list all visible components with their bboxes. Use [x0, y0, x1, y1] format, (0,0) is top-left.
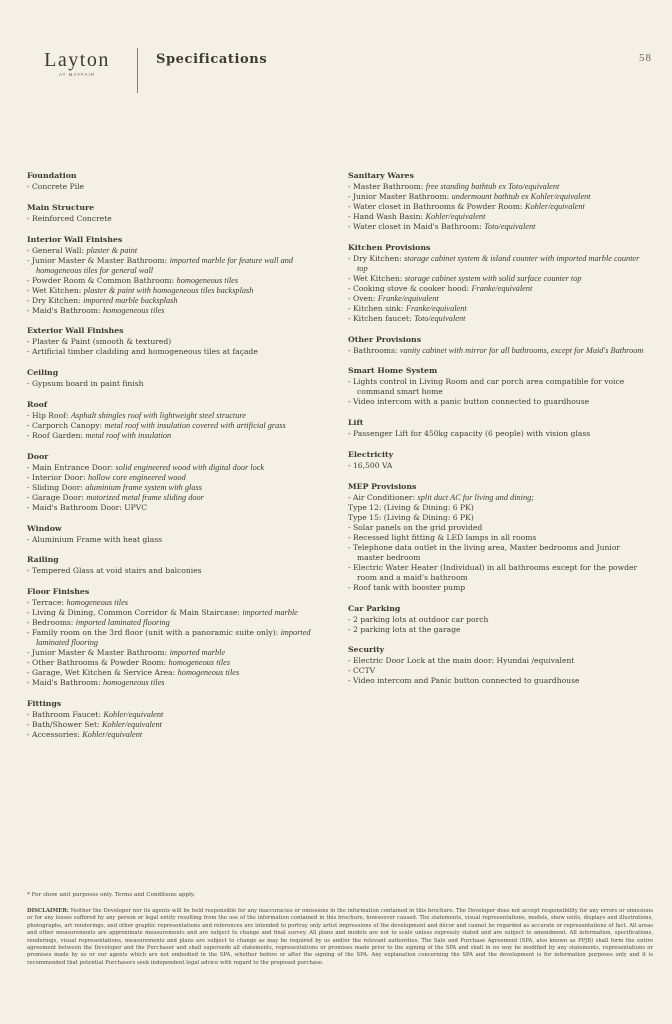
- spec-item: [348, 294, 648, 304]
- section-title: Foundation: [27, 171, 77, 180]
- spec-item-label: - 2 parking lots at the garage: [348, 624, 461, 634]
- spec-item-label: - Oven:: [348, 293, 378, 303]
- spec-item-detail: Kohler/equivalent: [425, 212, 486, 221]
- spec-item: [348, 583, 648, 593]
- spec-item-label: - Bedrooms:: [27, 618, 76, 628]
- spec-item: [27, 668, 327, 678]
- spec-item-detail: homogeneous tiles: [168, 658, 231, 668]
- section-title: Floor Finishes: [27, 587, 90, 597]
- spec-item-label: - Electric Door Lock at the main door: Hyundai /equivalent: [348, 656, 575, 666]
- spec-item-detail: Toto/equivalent: [484, 222, 536, 231]
- spec-item-label: - Interior Door:: [27, 472, 88, 482]
- spec-item: [348, 182, 648, 192]
- spec-item-detail: metal roof with insulation: [85, 430, 172, 440]
- section-title: MEP Provisions: [348, 481, 417, 491]
- spec-section: [27, 235, 327, 316]
- spec-item-detail: motorized metal frame sliding door: [86, 492, 204, 502]
- spec-section: [27, 587, 327, 688]
- spec-item-detail: Franke/equivalent: [377, 293, 439, 303]
- spec-item-label: - Aluminium Frame with heat glass: [27, 534, 163, 544]
- spec-item: [348, 192, 648, 202]
- spec-item-label: - Master Bathroom:: [348, 182, 426, 191]
- spec-item-label: - Solar panels on the grid provided: [348, 522, 483, 532]
- spec-section: [348, 366, 648, 407]
- spec-item-label: - Maid's Bathroom:: [27, 305, 103, 315]
- spec-item-label: - Cooking stove & cooker hood:: [348, 283, 472, 293]
- spec-item: [27, 535, 327, 545]
- spec-item-extra: Type 15: (Living & Dining: 6 PK): [348, 512, 474, 522]
- spec-section: [27, 171, 327, 192]
- spec-item-label: - Dry Kitchen:: [348, 253, 405, 263]
- spec-item-label: - Living & Dining, Common Corridor & Main Staircase:: [27, 608, 243, 618]
- spec-item-detail: undermount bathtub ex Kohler/equivalent: [451, 192, 591, 201]
- spec-section: [348, 171, 648, 232]
- spec-item-detail: Franke/equivalent: [405, 303, 467, 313]
- spec-section: [27, 400, 327, 441]
- disclaimer: [27, 908, 653, 967]
- spec-item: [348, 284, 648, 294]
- spec-section: [27, 524, 327, 545]
- spec-item-detail: plaster & paint with homogeneous tiles backsplash: [83, 285, 254, 295]
- spec-item: [27, 658, 327, 668]
- spec-item: [348, 625, 648, 635]
- spec-item: [348, 615, 648, 625]
- spec-item: [27, 566, 327, 576]
- spec-item-detail: Franke/equivalent: [471, 283, 533, 293]
- spec-item: [27, 678, 327, 688]
- spec-item-label: - Garage, Wet Kitchen & Service Area:: [27, 668, 178, 678]
- spec-item-detail: Kohler/equivalent: [103, 709, 164, 719]
- spec-item-detail: aluminium frame system with glass: [85, 482, 202, 492]
- spec-item-label: - Roof tank with booster pump: [348, 582, 466, 592]
- spec-item: [27, 618, 327, 628]
- spec-item-label: - Electric Water Heater (Individual) in all bathrooms except for the powder room and a maid's bathroom: [348, 562, 638, 582]
- spec-item-label: - Other Bathrooms & Powder Room:: [27, 658, 169, 668]
- spec-item: [348, 314, 648, 324]
- spec-item: [27, 473, 327, 483]
- logo-subtitle: AT MAYFAIR: [58, 72, 95, 77]
- spec-item-detail: homogeneous tiles: [66, 598, 128, 608]
- spec-item: [27, 286, 327, 296]
- section-title: Electricity: [348, 449, 394, 459]
- spec-item-label: - Junior Master & Master Bathroom:: [27, 648, 170, 658]
- header-divider: [137, 48, 138, 93]
- spec-section: [348, 482, 648, 593]
- spec-item: [348, 461, 648, 471]
- spec-item: [27, 483, 327, 493]
- spec-item: [27, 337, 327, 347]
- spec-item: [27, 182, 327, 192]
- spec-item-detail: vanity cabinet with mirror for all bathrooms, except for Maid's Bathroom: [399, 345, 644, 355]
- spec-item: [27, 347, 327, 357]
- spec-section: [27, 326, 327, 357]
- spec-item-label: - Carporch Canopy:: [27, 420, 105, 430]
- page-title: Specifications: [156, 52, 268, 67]
- spec-item-label: - CCTV: [348, 666, 376, 676]
- spec-item-detail: homogeneous tiles: [102, 678, 165, 688]
- spec-section: [27, 699, 327, 740]
- spec-item-detail: imported marble: [169, 648, 226, 658]
- spec-item: [27, 503, 327, 513]
- spec-item-detail: hollow core engineered wood: [87, 472, 186, 482]
- spec-item: [27, 463, 327, 473]
- spec-item: [348, 397, 648, 407]
- spec-item: [348, 533, 648, 543]
- spec-item-detail: homogeneous tiles: [102, 305, 165, 315]
- spec-item-label: - Kitchen sink:: [348, 303, 406, 313]
- spec-item: [27, 730, 327, 740]
- spec-item-label: - Video intercom and Panic button connected to guardhouse: [348, 676, 580, 686]
- spec-section: [27, 452, 327, 513]
- spec-item-label: - Bathrooms:: [348, 345, 400, 355]
- spec-item-detail: free standing bathtub ex Toto/equivalent: [425, 182, 560, 191]
- spec-item: [348, 274, 648, 284]
- spec-item-label: - Sliding Door:: [27, 482, 86, 492]
- spec-item-label: - 16,500 VA: [348, 460, 393, 470]
- spec-item: [27, 276, 327, 286]
- spec-section: [348, 418, 648, 439]
- spec-item-label: - Wet Kitchen:: [348, 273, 405, 283]
- spec-item: [27, 720, 327, 730]
- spec-item-detail: Kohler/equivalent: [524, 202, 585, 211]
- spec-item-label: - Roof Garden:: [27, 430, 86, 440]
- spec-item-label: - Dry Kitchen:: [27, 295, 84, 305]
- spec-item-label: - Gypsum board in paint finish: [27, 379, 144, 389]
- spec-section: [348, 335, 648, 356]
- spec-item: [348, 493, 648, 523]
- spec-item-label: - Video intercom with a panic button connected to guardhouse: [348, 397, 590, 407]
- section-title: Smart Home System: [348, 366, 438, 376]
- spec-item: [27, 256, 327, 276]
- spec-item-label: - Hip Roof:: [27, 410, 71, 420]
- spec-item-detail: Kohler/equivalent: [82, 729, 143, 739]
- spec-item: [348, 563, 648, 583]
- spec-item-label: - Artificial timber cladding and homogeneous tiles at façade: [27, 347, 258, 357]
- spec-item-label: - Air Conditioner:: [348, 492, 418, 502]
- spec-item-label: - Hand Wash Basin:: [348, 212, 426, 221]
- spec-item-label: - Maid's Bathroom Door: UPVC: [27, 502, 148, 512]
- spec-item: [27, 246, 327, 256]
- spec-item-label: - Recessed light fitting & LED lamps in all rooms: [348, 532, 537, 542]
- spec-item: [27, 598, 327, 608]
- spec-item: [348, 429, 648, 439]
- spec-item: [348, 666, 648, 676]
- spec-item: [27, 493, 327, 503]
- spec-item: [348, 377, 648, 397]
- spec-item-detail: imported marble for feature wall and homogeneous tiles for general wall: [36, 255, 294, 275]
- spec-item-detail: plaster & paint: [86, 245, 138, 255]
- spec-item-label: - Water closet in Bathrooms & Powder Room:: [348, 202, 525, 211]
- spec-item-label: - Water closet in Maid's Bathroom:: [348, 222, 485, 231]
- spec-item: [27, 214, 327, 224]
- spec-item-extra: Type 12: (Living & Dining: 6 PK): [348, 502, 474, 512]
- spec-item: [348, 346, 648, 356]
- section-title: Door: [27, 451, 49, 461]
- spec-item-label: - Family room on the 3rd floor (unit with a panoramic suite only):: [27, 628, 281, 638]
- spec-item-label: - Junior Master & Master Bathroom:: [27, 255, 170, 265]
- spec-item-label: - Passenger Lift for 450kg capacity (6 people) with vision glass: [348, 429, 591, 439]
- section-title: Lift: [348, 418, 364, 428]
- spec-item-label: - Wet Kitchen:: [27, 285, 84, 295]
- spec-item-label: - Terrace:: [27, 598, 67, 608]
- spec-item: [27, 648, 327, 658]
- spec-item: [27, 306, 327, 316]
- spec-section: [27, 203, 327, 224]
- spec-item-label: - General Wall:: [27, 245, 87, 255]
- spec-item-label: - Powder Room & Common Bathroom:: [27, 275, 177, 285]
- spec-item-detail: imported marble: [242, 608, 298, 618]
- brand-logo: [28, 50, 126, 77]
- spec-item-detail: storage cabinet system with solid surface counter top: [404, 273, 582, 283]
- spec-item-label: - Kitchen faucet:: [348, 313, 415, 323]
- spec-item: [27, 296, 327, 306]
- spec-item: [348, 543, 648, 563]
- spec-item-label: - Accessories:: [27, 729, 83, 739]
- spec-item: [348, 254, 648, 274]
- spec-item: [27, 710, 327, 720]
- logo-name: Layton: [44, 49, 110, 71]
- spec-item-label: - Junior Master Bathroom:: [348, 192, 452, 201]
- spec-item-detail: metal roof with insulation covered with artificial grass: [104, 420, 286, 430]
- spec-item-detail: solid engineered wood with digital door lock: [115, 462, 265, 472]
- spec-item-label: - Plaster & Paint (smooth & textured): [27, 337, 172, 347]
- spec-item-detail: Kohler/equivalent: [102, 719, 162, 729]
- section-title: Fittings: [27, 698, 62, 708]
- disclaimer-text: Neither the Developer nor its agents will be held responsible for any inaccuracies or omissions in the information contained in this brochure. The Developer does not accept responsibility for any errors or omissions or for any losses suffered by any person or legal entity resulting from the use of the information contained in this brochure, howsoever caused. The statements, visual representations, models, show units, displays and illustrations, photographs, art renderings, and other graphic representations and references are intended to portray only artist impressions of the development and décor and cannot be regarded as accurate or representations of fact. All areas and other measurements are approximate measurements and are subject to change and final survey. All plans and models are not to scale unless expressly stated and are subject to amendment. All information, specifications, renderings, visual representations, measurements and plans are subject to change as may be required by us and/or the relevant authorities. The Sale and Purchase Agreement (SPA, also known as PPJB) shall form the entire agreement between the Developer and the Purchaser and shall supersede all statements, representations or promises made prior to the signing of the SPA and shall in no way be modified by any statements, representations or promises made by us or our agents which are not embodied in the SPA, whether before or after the signing of the SPA. Any explanation concerning the SPA and the development is for information purposes only and it is recommended that potential Purchasers seek independent legal advice with regard to the proposed purchase.: [27, 908, 653, 966]
- spec-item: [27, 379, 327, 389]
- section-title: Roof: [27, 399, 48, 409]
- spec-item-label: - Maid's Bathroom:: [27, 678, 103, 688]
- spec-item-label: - Tempered Glass at void stairs and balconies: [27, 566, 202, 576]
- section-title: Other Provisions: [348, 334, 422, 344]
- spec-item-detail: Asphalt shingles roof with lightweight steel structure: [70, 410, 246, 420]
- spec-item-detail: imported laminated flooring: [75, 618, 170, 628]
- spec-item: [348, 656, 648, 666]
- section-title: Railing: [27, 555, 59, 565]
- section-title: Kitchen Provisions: [348, 242, 431, 252]
- section-title: Car Parking: [348, 603, 401, 613]
- spec-item-detail: storage cabinet system & island counter with imported marble counter top: [357, 253, 640, 273]
- page-number: 58: [639, 52, 652, 64]
- spec-item-detail: split duct AC for living and dining;: [417, 492, 535, 502]
- spec-item-detail: imported marble backsplash: [83, 295, 178, 305]
- section-title: Exterior Wall Finishes: [27, 326, 124, 336]
- section-title: Security: [348, 645, 385, 655]
- spec-item-label: - Lights control in Living Room and car porch area compatible for voice command smart home: [348, 377, 625, 397]
- spec-item: [348, 222, 648, 232]
- spec-item: [348, 523, 648, 533]
- spec-item-detail: homogeneous tiles: [176, 275, 239, 285]
- spec-item-label: - Telephone data outlet in the living area, Master bedrooms and Junior master bedroom: [348, 542, 621, 562]
- spec-section: [348, 604, 648, 635]
- spec-item-label: - Garage Door:: [27, 492, 87, 502]
- section-title: Ceiling: [27, 368, 59, 378]
- spec-item: [27, 628, 327, 648]
- spec-item-label: - 2 parking lots at outdoor car porch: [348, 614, 489, 624]
- spec-section: [27, 368, 327, 389]
- spec-item: [27, 608, 327, 618]
- spec-item: [348, 212, 648, 222]
- spec-item: [27, 421, 327, 431]
- spec-section: [27, 555, 327, 576]
- spec-item: [27, 431, 327, 441]
- spec-item-label: - Main Entrance Door:: [27, 462, 116, 472]
- spec-section: [348, 450, 648, 471]
- spec-item-detail: homogeneous tiles: [177, 668, 240, 678]
- spec-item-label: - Bathroom Faucet:: [27, 709, 104, 719]
- section-title: Sanitary Wares: [348, 171, 414, 180]
- spec-item-label: - Concrete Pile: [27, 182, 85, 191]
- page-header: [0, 0, 672, 100]
- spec-section: [348, 243, 648, 324]
- specs-right-column: [348, 171, 648, 697]
- spec-item-label: - Bath/Shower Set:: [27, 719, 103, 729]
- spec-item: [348, 202, 648, 212]
- section-title: Interior Wall Finishes: [27, 234, 123, 244]
- spec-item: [348, 676, 648, 686]
- section-title: Window: [27, 523, 62, 533]
- spec-section: [348, 645, 648, 686]
- spec-item: [27, 411, 327, 421]
- footnote: * For show unit purposes only. Terms and Conditions apply.: [27, 892, 196, 898]
- spec-item: [348, 304, 648, 314]
- disclaimer-label: DISCLAIMER:: [27, 908, 69, 914]
- section-title: Main Structure: [27, 202, 95, 212]
- spec-item-label: - Reinforced Concrete: [27, 213, 112, 223]
- spec-item-detail: imported laminated flooring: [36, 628, 311, 648]
- spec-item-detail: Toto/equivalent: [414, 313, 466, 323]
- specs-left-column: [27, 171, 327, 751]
